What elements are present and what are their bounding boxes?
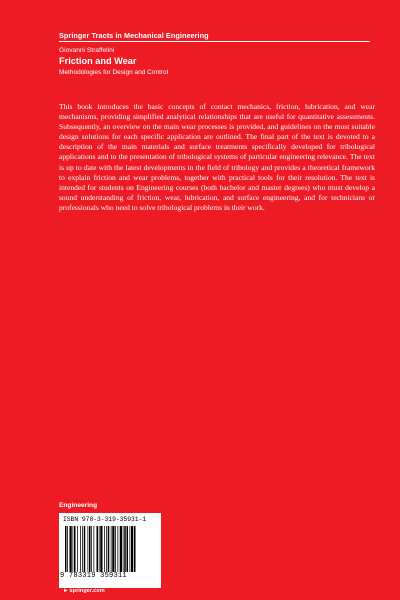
- barcode-number: 9 783319 359311: [60, 572, 127, 580]
- series-title: Springer Tracts in Mechanical Engineering: [59, 31, 209, 40]
- barcode-panel: [59, 513, 161, 588]
- barcode-icon: [65, 526, 157, 572]
- arrow-icon: ►: [63, 588, 69, 594]
- publisher-website[interactable]: [63, 588, 105, 594]
- subject-category: Engineering: [59, 502, 98, 509]
- isbn-text: ISBN 978-3-319-35931-1: [63, 516, 147, 523]
- book-title: Friction and Wear: [59, 56, 137, 66]
- book-subtitle: Methodologies for Design and Control: [59, 69, 169, 76]
- header-rule: [59, 41, 370, 42]
- author-name: Giovanni Straffelini: [59, 47, 115, 54]
- back-cover-blurb: This book introduces the basic concepts of contact mechanics, friction, lubrication, and wear mechanisms, providing simplified analytical relationships that are useful for quantitative assessments. Subsequently, an overview on the main wear processes is provided, and guidelines on the most suitable design solutions for each specific application are outlined. The final part of the text is devoted to a description of the main materials and surface treatments specifically developed for tribological applications and to the presentation of tribological systems of particular engineering relevance. The text is up to date with the latest developments in the field of tribology and provides a theoretical framework to explain friction and wear problems, together with practical tools for their resolution. The text is intended for students on Engineering courses (both bachelor and master degrees) who must develop a sound understanding of friction, wear, lubrication, and surface engineering, and for technicians or professionals who need to solve tribological problems in their work.: [59, 102, 375, 212]
- website-label: springer.com: [69, 588, 105, 594]
